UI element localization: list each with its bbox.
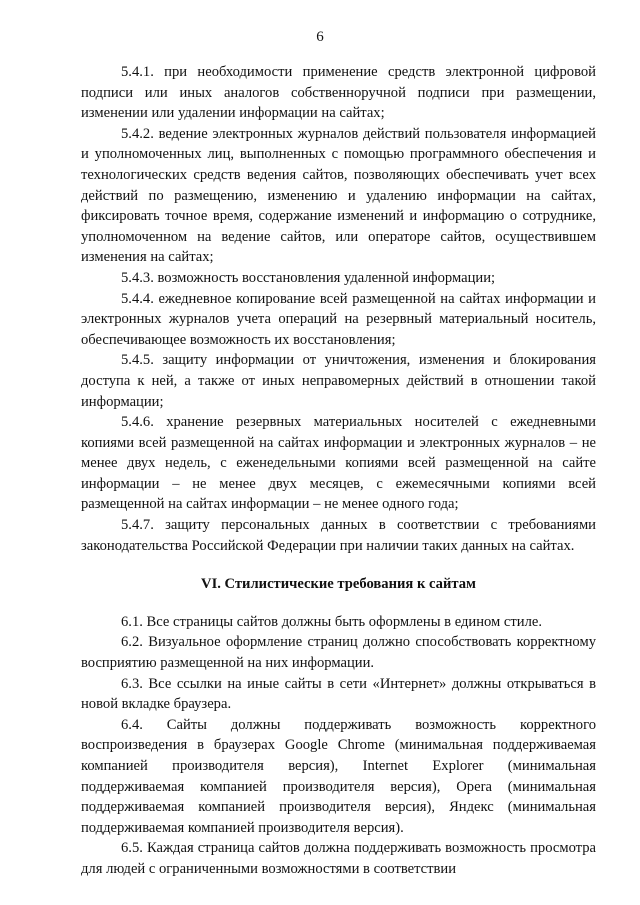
clause-5-4-7: 5.4.7. защиту персональных данных в соответствии с требованиями законодательства Российской Федерации при наличии таких данных на сайтах.	[81, 517, 596, 554]
clause-6-1: 6.1. Все страницы сайтов должны быть оформлены в едином стиле.	[121, 613, 543, 630]
section-6-heading: VI. Стилистические требования к сайтам	[201, 576, 476, 593]
clause-5-4-4: 5.4.4. ежедневное копирование всей размещенной на сайтах информации и электронных журналов учета операций на резервный материальный носитель, обеспечивающее возможность их восстановления;	[81, 290, 596, 348]
clause-6-4: 6.4. Сайты должны поддерживать возможность корректного воспроизведения в браузерах Google Chrome (минимальная поддерживаемая компанией производителя версия), Internet Explorer (минимальная поддерживаемая компанией производителя версия), Opera (минимальная поддерживаемая компанией производителя версия), Яндекс (минимальная поддерживаемая компанией производителя версия).	[81, 716, 596, 836]
clause-5-4-2: 5.4.2. ведение электронных журналов действий пользователя информацией и уполномоченных лиц, выполненных с помощью программного обеспечения и технологических средств ведения сайтов, позволяющих обеспечивать учет всех действий по размещению, изменению и удалению информации на сайтах, фиксировать точное время, содержание изменений и информацию о сотруднике, уполномоченном на ведение сайтов, или операторе сайтов, осуществившем изменения на сайтах;	[81, 125, 596, 266]
document-body	[81, 62, 596, 880]
clause-5-4-3: 5.4.3. возможность восстановления удаленной информации;	[121, 269, 496, 286]
clause-6-5: 6.5. Каждая страница сайтов должна поддерживать возможность просмотра для людей с ограниченными возможностями в соответствии	[81, 840, 596, 877]
clause-6-3: 6.3. Все ссылки на иные сайты в сети «Интернет» должны открываться в новой вкладке браузера.	[81, 675, 596, 713]
clause-5-4-6: 5.4.6. хранение резервных материальных носителей с ежедневными копиями всей размещенной на сайтах информации и электронных журналов – не менее двух недель, с еженедельными копиями всей размещенной на сайте информации – не менее двух месяцев, с ежемесячными копиями всей размещенной на сайтах информации – не менее одного года;	[81, 414, 596, 513]
clause-6-2: 6.2. Визуальное оформление страниц должно способствовать корректному восприятию размещенной на них информации.	[81, 634, 596, 672]
clause-5-4-1: 5.4.1. при необходимости применение средств электронной цифровой подписи или иных аналогов собственноручной подписи при размещении, изменении или удалении информации на сайтах;	[81, 64, 596, 122]
clause-5-4-5: 5.4.5. защиту информации от уничтожения, изменения и блокирования доступа к ней, а также от иных неправомерных действий в отношении такой информации;	[81, 352, 596, 410]
page-number: 6	[316, 29, 324, 45]
